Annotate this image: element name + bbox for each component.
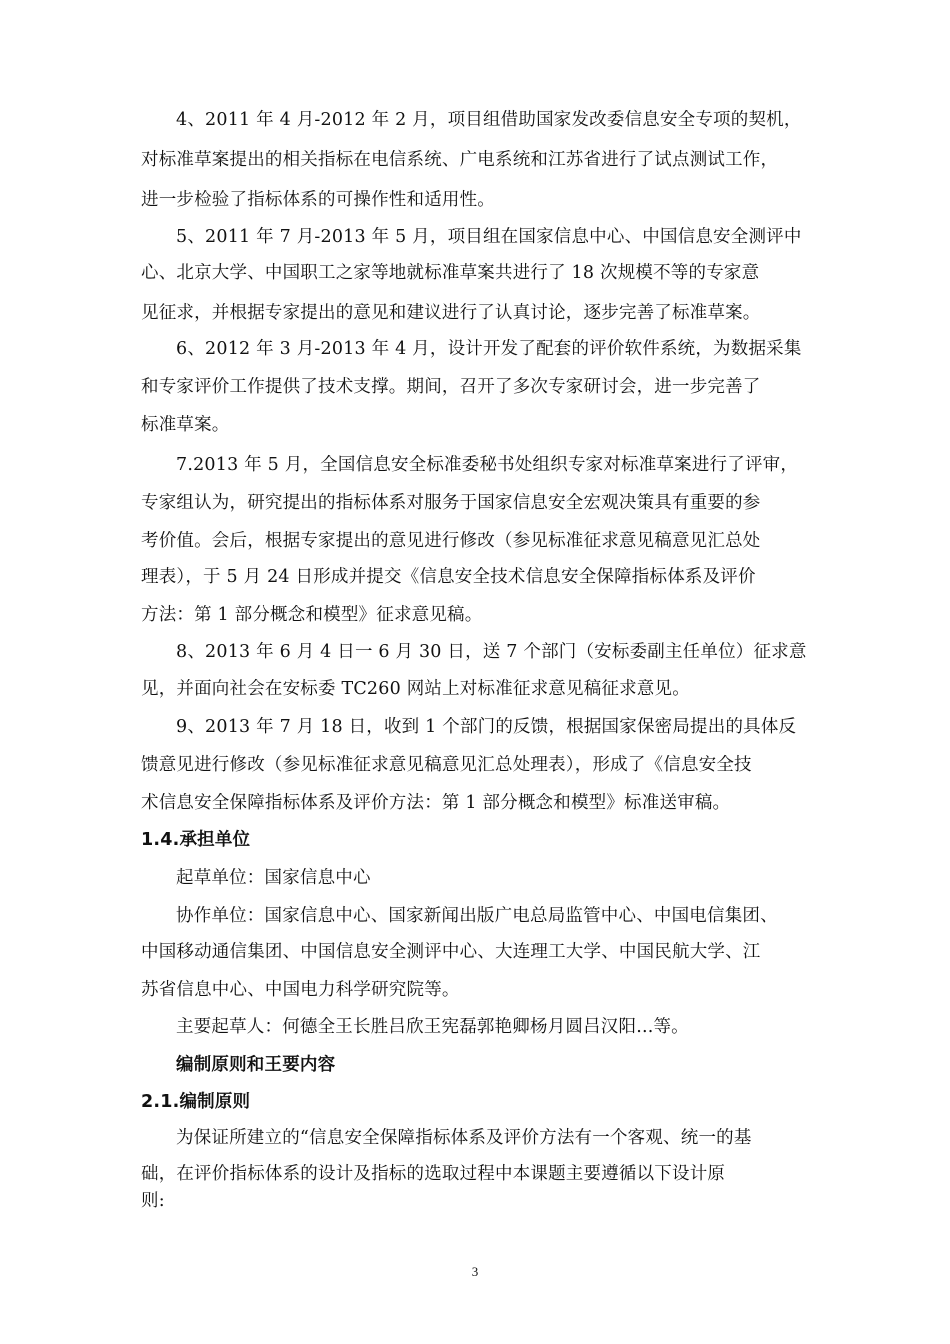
page-number: 3: [471, 1264, 479, 1279]
paragraph-9-line-1: 9、2013 年 7 月 18 日，收到 1 个部门的反馈，根据国家保密局提出的具体反: [176, 717, 797, 737]
paragraph-8-line-1: 8、2013 年 6 月 4 日一 6 月 30 日，送 7 个部门（安标委副主任单位）征求意: [176, 642, 807, 662]
paragraph-5-line-2: 心、北京大学、中国职工之家等地就标准草案共进行了 18 次规模不等的专家意: [141, 263, 760, 283]
paragraph-4-line-2: 对标准草案提出的相关指标在电信系统、广电系统和江苏省进行了试点测试工作，: [141, 150, 779, 170]
paragraph-7-line-5: 方法：第 1 部分概念和模型》征求意见稿。: [141, 605, 483, 625]
cooperating-units-line-1: 协作单位：国家信息中心、国家新闻出版广电总局监管中心、中国电信集团、: [176, 906, 778, 926]
paragraph-9-line-3: 术信息安全保障指标体系及评价方法：第 1 部分概念和模型》标准送审稿。: [141, 793, 731, 813]
paragraph-6-line-3: 标准草案。: [141, 415, 230, 435]
principles-line-2: 础，在评价指标体系的设计及指标的选取过程中本课题主要遵循以下设计原: [141, 1164, 726, 1184]
paragraph-7-line-3: 考价值。会后，根据专家提出的意见进行修改（参见标准征求意见稿意见汇总处: [141, 531, 761, 551]
paragraph-5-line-3: 见征求，并根据专家提出的意见和建议进行了认真讨论，逐步完善了标准草案。: [141, 303, 761, 323]
principles-line-1: 为保证所建立的“信息安全保障指标体系及评价方法有一个客观、统一的基: [176, 1128, 752, 1148]
principles-line-3: 则:: [141, 1191, 165, 1211]
drafting-unit-line: 起草单位：国家信息中心: [176, 868, 371, 888]
paragraph-7-line-4: 理表），于 5 月 24 日形成并提交《信息安全技术信息安全保障指标体系及评价: [141, 567, 756, 587]
paragraph-9-line-2: 馈意见进行修改（参见标准征求意见稿意见汇总处理表），形成了《信息安全技: [141, 755, 752, 775]
section-heading-1-4: 1.4.承担单位: [141, 830, 251, 850]
paragraph-6-line-1: 6、2012 年 3 月-2013 年 4 月，设计开发了配套的评价软件系统，为数据采集: [176, 339, 802, 359]
paragraph-6-line-2: 和专家评价工作提供了技术支撑。期间，召开了多次专家研讨会，进一步完善了: [141, 377, 761, 397]
paragraph-4-line-3: 进一步检验了指标体系的可操作性和适用性。: [141, 190, 495, 210]
section-heading-2-1: 2.1.编制原则: [141, 1092, 251, 1112]
paragraph-7-line-1: 7.2013 年 5 月，全国信息安全标准委秘书处组织专家对标准草案进行了评审，: [176, 455, 799, 475]
paragraph-4-line-1: 4、2011 年 4 月-2012 年 2 月，项目组借助国家发改委信息安全专项的契机，: [176, 110, 802, 130]
paragraph-7-line-2: 专家组认为，研究提出的指标体系对服务于国家信息安全宏观决策具有重要的参: [141, 493, 761, 513]
cooperating-units-line-3: 苏省信息中心、中国电力科学研究院等。: [141, 980, 460, 1000]
main-drafters-line: 主要起草人：何德全王长胜吕欣王宪磊郭艳卿杨月圆吕汉阳...等。: [176, 1017, 689, 1037]
paragraph-8-line-2: 见，并面向社会在安标委 TC260 网站上对标准征求意见稿征求意见。: [141, 679, 690, 699]
paragraph-5-line-1: 5、2011 年 7 月-2013 年 5 月，项目组在国家信息中心、中国信息安全测评中: [176, 227, 802, 247]
cooperating-units-line-2: 中国移动通信集团、中国信息安全测评中心、大连理工大学、中国民航大学、江: [141, 942, 761, 962]
section-heading-2: 编制原则和王要内容: [176, 1055, 336, 1075]
